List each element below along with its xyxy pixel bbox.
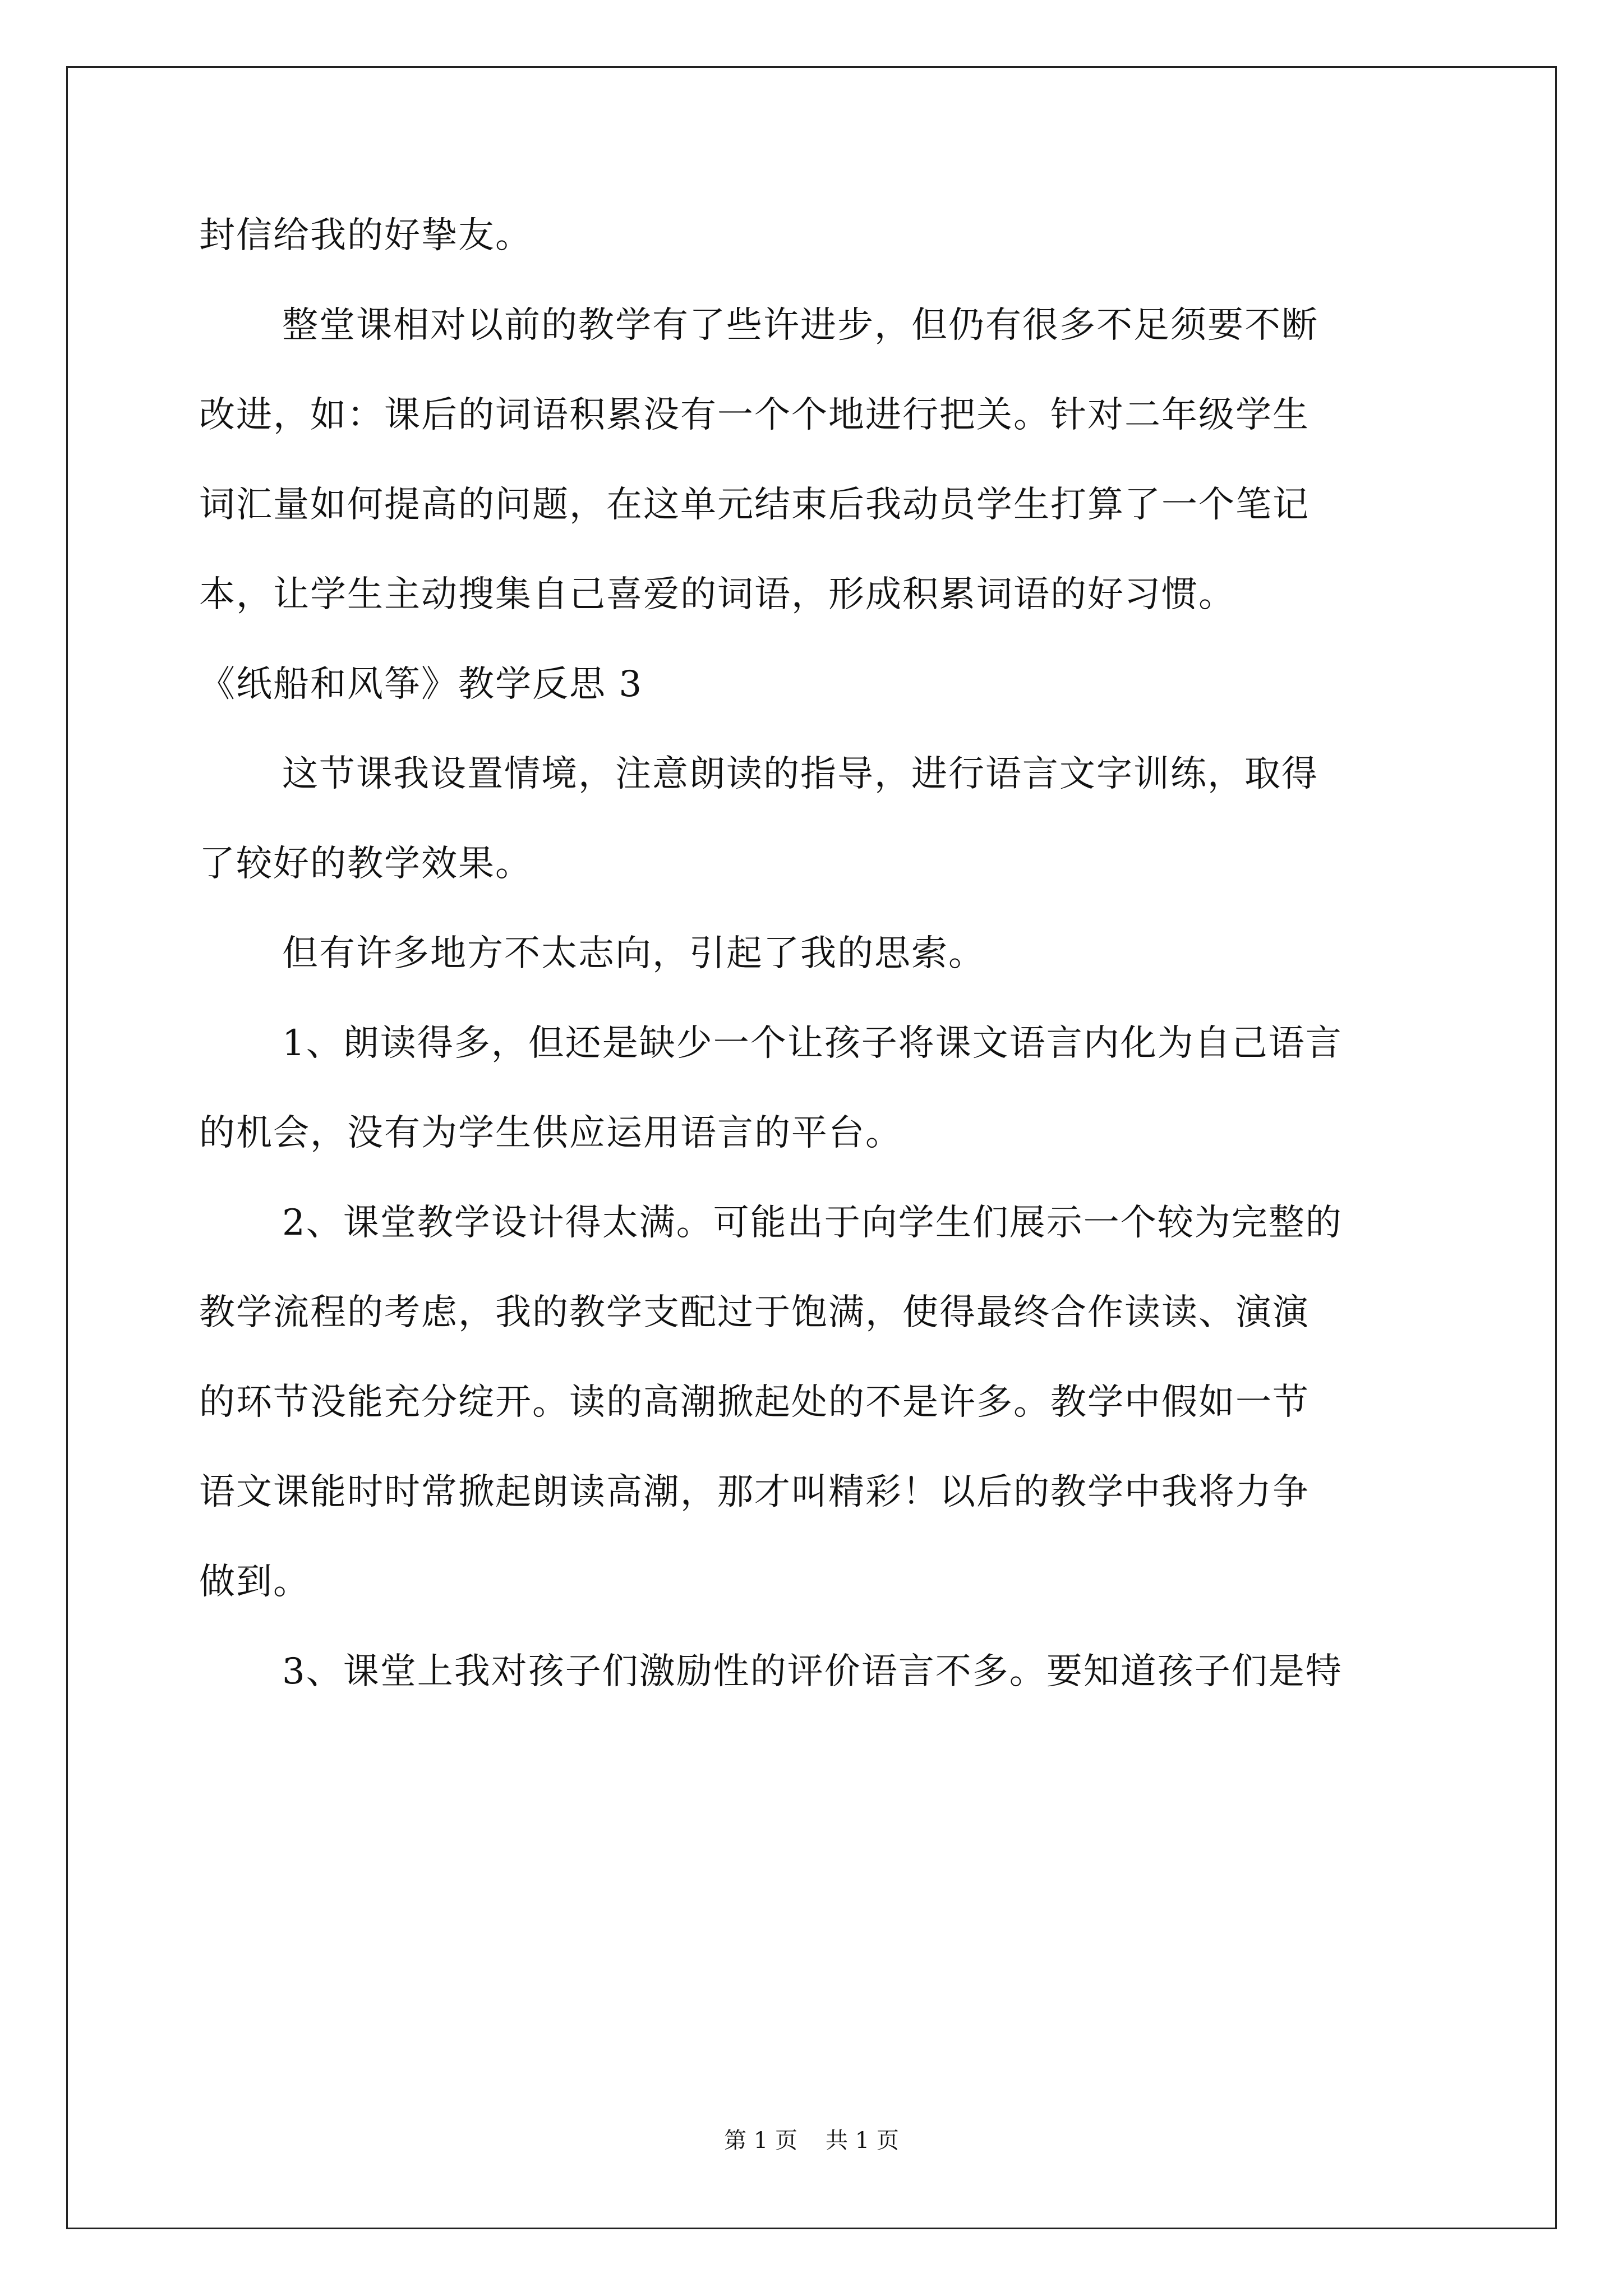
paragraph-first-line: 整堂课相对以前的教学有了些许进步，但仍有很多不足须要不断 bbox=[282, 305, 1318, 346]
text-line: 教学流程的考虑，我的教学支配过于饱满，使得最终合作读读、演演 bbox=[199, 1292, 1310, 1333]
paragraph-first-line: 这节课我设置情境，注意朗读的指导，进行语言文字训练，取得 bbox=[282, 753, 1318, 795]
text-line: 封信给我的好挚友。 bbox=[199, 215, 532, 256]
list-item-1: 1、朗读得多，但还是缺少一个让孩子将课文语言内化为自己语言 bbox=[282, 1023, 1343, 1064]
list-item-2: 2、课堂教学设计得太满。可能出于向学生们展示一个较为完整的 bbox=[282, 1202, 1343, 1244]
text-line: 了较好的教学效果。 bbox=[199, 843, 532, 885]
page-number: 第 1 页 bbox=[724, 2128, 797, 2154]
page-footer bbox=[0, 2126, 1623, 2155]
text-line: 做到。 bbox=[199, 1561, 310, 1603]
list-item-3: 3、课堂上我对孩子们激励性的评价语言不多。要知道孩子们是特 bbox=[282, 1651, 1343, 1692]
paragraph-first-line: 但有许多地方不太志向，引起了我的思索。 bbox=[282, 933, 985, 974]
section-heading: 《纸船和风筝》教学反思 3 bbox=[199, 664, 643, 705]
text-line: 语文课能时时常掀起朗读高潮，那才叫精彩！以后的教学中我将力争 bbox=[199, 1471, 1310, 1513]
text-line: 词汇量如何提高的问题，在这单元结束后我动员学生打算了一个笔记 bbox=[199, 484, 1310, 526]
text-line: 的环节没能充分绽开。读的高潮掀起处的不是许多。教学中假如一节 bbox=[199, 1382, 1310, 1423]
text-line: 的机会，没有为学生供应运用语言的平台。 bbox=[199, 1112, 902, 1154]
text-line: 改进，如：课后的词语积累没有一个个地进行把关。针对二年级学生 bbox=[199, 394, 1310, 436]
text-line: 本，让学生主动搜集自己喜爱的词语，形成积累词语的好习惯。 bbox=[199, 574, 1235, 615]
page-total: 共 1 页 bbox=[826, 2128, 899, 2154]
